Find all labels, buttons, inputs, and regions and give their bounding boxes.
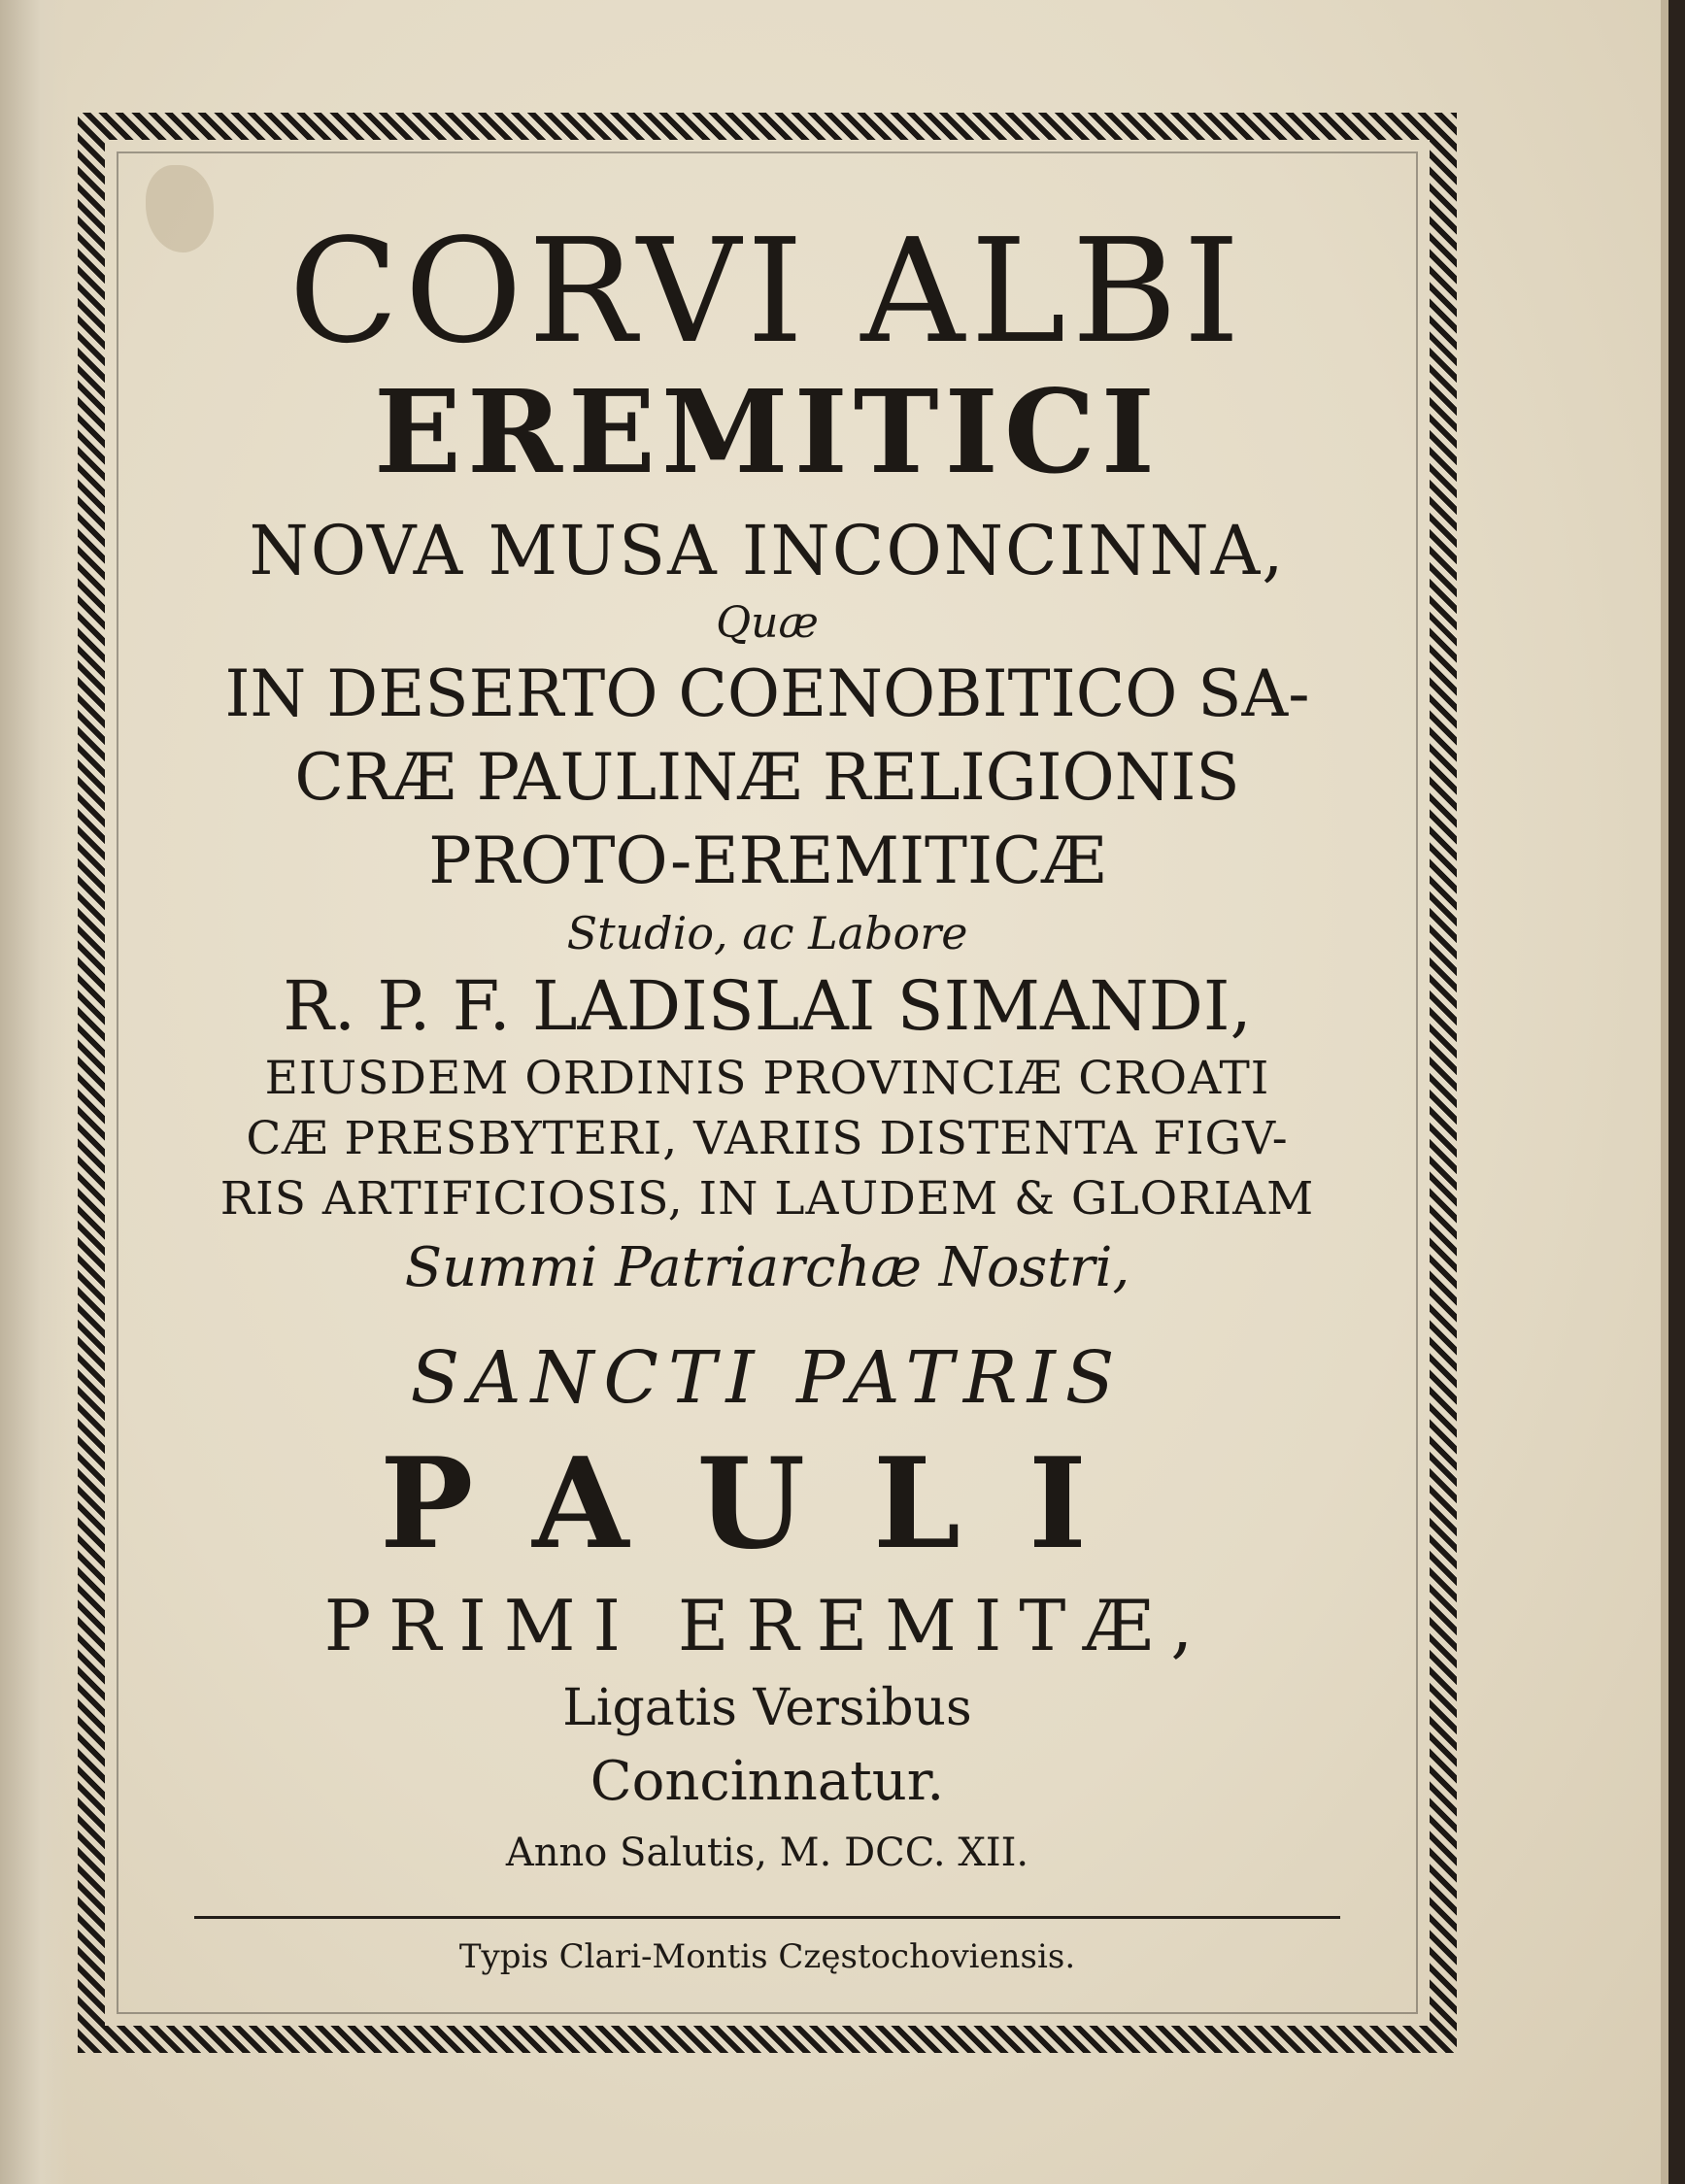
date-line: Anno Salutis, M. DCC. XII. <box>505 1831 1029 1875</box>
primi-eremitae-line: PRIMI EREMITÆ, <box>323 1585 1211 1666</box>
imprint-line: Typis Clari-Montis Częstochoviensis. <box>458 1937 1076 1976</box>
pauli-line: PAULI <box>380 1431 1155 1577</box>
text-line-11: CÆ PRESBYTERI, VARIIS DISTENTA FIGV- <box>246 1112 1289 1165</box>
ligatis-line: Ligatis Versibus <box>562 1679 972 1737</box>
subtitle-line: NOVA MUSA INCONCINNA, <box>249 511 1286 590</box>
text-line-6: CRÆ PAULINÆ RELIGIONIS <box>294 740 1240 815</box>
concinnatur-line: Concinnatur. <box>590 1750 945 1813</box>
sancti-patris-line: SANCTI PATRIS <box>410 1336 1125 1420</box>
author-line: R. P. F. LADISLAI SIMANDI, <box>283 966 1252 1046</box>
text-line-12: RIS ARTIFICIOSIS, IN LAUDEM & GLORIAM <box>219 1172 1315 1226</box>
text-line-5: IN DESERTO COENOBITICO SA- <box>224 656 1310 731</box>
imprint-rule <box>194 1916 1340 1919</box>
title-page-text <box>126 175 1408 2000</box>
studio-line: Studio, ac Labore <box>566 907 968 959</box>
title-line-2: EREMITICI <box>374 364 1161 499</box>
text-line-10: EIUSDEM ORDINIS PROVINCIÆ CROATI <box>264 1052 1270 1105</box>
text-line-7: PROTO-EREMITICÆ <box>428 823 1106 898</box>
page-gutter-shadow <box>0 0 68 2184</box>
quae-line: Quæ <box>716 598 819 648</box>
patriarch-line: Summi Patriarchæ Nostri, <box>404 1236 1130 1299</box>
title-line-1: CORVI ALBI <box>288 208 1246 375</box>
